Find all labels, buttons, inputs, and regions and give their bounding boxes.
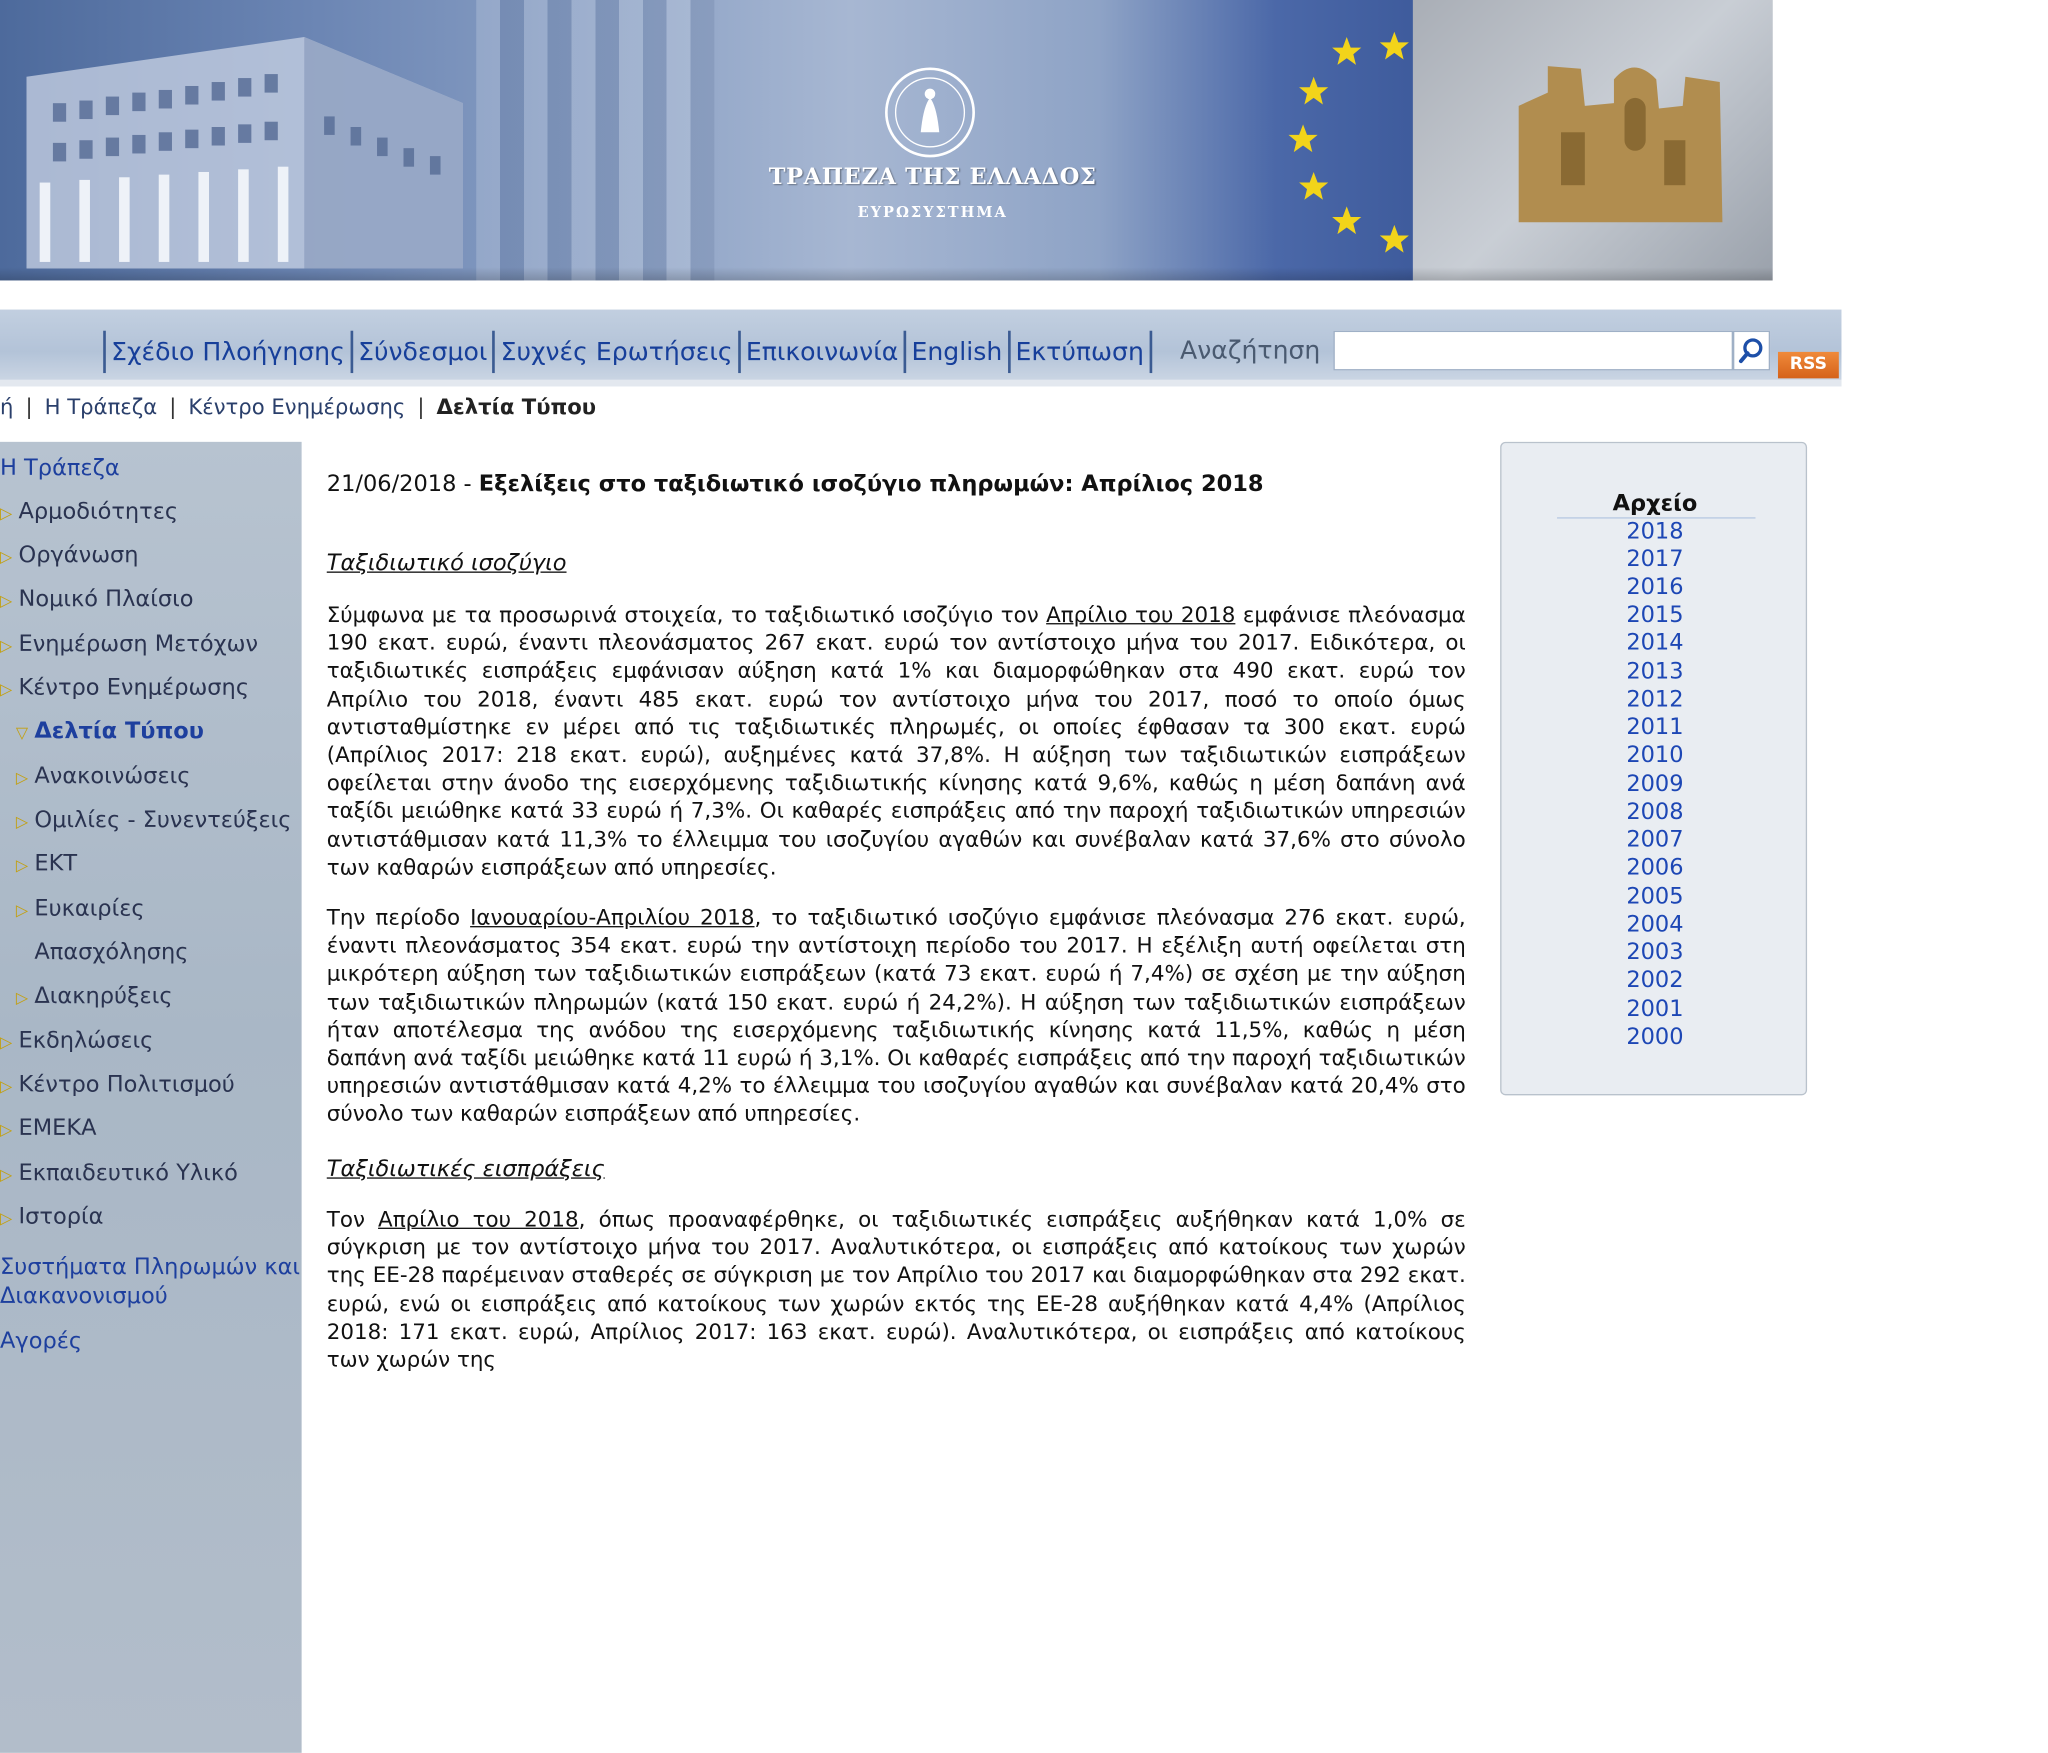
breadcrumb (0, 394, 596, 419)
triangle-right-icon: ▷ (0, 1209, 13, 1228)
archive-year-link[interactable]: 2013 (1626, 658, 1684, 686)
sidebar-item-label: Ομιλίες - Συνεντεύξεις (34, 806, 292, 834)
triangle-right-icon: ▷ (0, 504, 13, 523)
sidebar-item-markets[interactable]: Αγορές (0, 1328, 83, 1355)
sidebar-item-payment-systems-cont[interactable]: Διακανονισμού (0, 1283, 168, 1310)
nav-separator (1149, 331, 1152, 373)
archive-year-link[interactable]: 2005 (1626, 883, 1684, 911)
sidebar-item-label: Κέντρο Πολιτισμού (18, 1071, 235, 1099)
paragraph-text: , το ταξιδιωτικό ισοζύγιο εμφάνισε πλεόνασμα 276 εκατ. ευρώ, έναντι πλεονάσματος 354 εκατ. ευρώ την αντίστοιχη περίοδο του 2017. Η εξέλιξη αυτή οφείλεται στη μικρότερη αύξηση των ταξιδιωτικών εισπράξεων (κατά 73 εκατ. ευρώ ή 7,4%) σε σχέση με την αύξηση των ταξιδιωτικών πληρωμών (κατά 150 εκατ. ευρώ ή 24,2%). Η αύξηση των ταξιδιωτικών εισπράξεων ήταν αποτέλεσμα της ανόδου της εισερχόμενης ταξιδιωτικής κίνησης κατά 11,5%, καθώς η μέση δαπάνη ανά ταξίδι μειώθηκε κατά 11 ευρώ ή 3,1%. Οι καθαρές εισπράξεις από την παροχή ταξιδιωτικών υπηρεσιών αντιστάθμισαν κατά 4,2% το έλλειμμα του ισοζυγίου αγαθών και συνέβαλαν κατά 20,4% στο σύνολο των καθαρών εισπράξεων από υπηρεσίες. (326, 904, 1466, 1127)
sidebar-item-job-opportunities-cont[interactable]: Απασχόλησης (34, 939, 189, 966)
nav-link-faq[interactable]: Συχνές Ερωτήσεις (500, 337, 733, 367)
archive-year-link[interactable]: 2011 (1626, 714, 1684, 741)
archive-box (1500, 442, 1807, 1096)
triangle-right-icon: ▷ (0, 636, 13, 655)
archive-year-link[interactable]: 2000 (1626, 1023, 1684, 1051)
paragraph-text: εμφάνισε πλεόνασμα 190 εκατ. ευρώ, έναντι πλεονάσματος 267 εκατ. ευρώ τον αντίστοιχο μήνα του 2017. Ειδικότερα, οι ταξιδιωτικές εισπράξεις εμφάνισαν αύξηση κατά 1% και διαμορφώθηκαν στα 490 εκατ. ευρώ τον Απρίλιο του 2018, έναντι 485 εκατ. ευρώ τον αντίστοιχο μήνα του 2017, ποσό το οποίο όμως αντισταθμίστηκε εν μέρει από τις ταξιδιωτικές πληρωμές, οι οποίες έφθασαν τα 300 εκατ. ευρώ (Απρίλιος 2017: 218 εκατ. ευρώ), αυξημένες κατά 37,8%. Η αύξηση των ταξιδιωτικών εισπράξεων οφείλεται στην άνοδο της εισερχόμενης ταξιδιωτικής κίνησης κατά 9,6%, καθώς η μέση δαπάνη ανά ταξίδι μειώθηκε κατά 33 ευρώ ή 7,3%. Οι καθαρές εισπράξεις από την παροχή ταξιδιωτικών υπηρεσιών αντιστάθμισαν κατά 11,3% το έλλειμμα του ισοζυγίου αγαθών και συνέβαλαν κατά 37,6% στο σύνολο των καθαρών εισπράξεων από υπηρεσίες. (326, 601, 1466, 880)
search-icon (1734, 332, 1768, 369)
sidebar-item-emeka[interactable] (0, 1115, 96, 1141)
breadcrumb-separator: | (417, 394, 425, 420)
sidebar-item-job-opportunities[interactable] (16, 896, 145, 922)
sidebar-item-responsibilities[interactable] (0, 499, 178, 525)
search-input[interactable] (1333, 331, 1733, 371)
bank-building-image (26, 24, 463, 269)
triangle-right-icon: ▷ (0, 679, 13, 699)
breadcrumb-link-bank[interactable]: Η Τράπεζα (44, 394, 158, 420)
triangle-right-icon: ▷ (0, 591, 13, 610)
sidebar-item-culture-center[interactable] (0, 1072, 235, 1098)
archive-year-link[interactable]: 2010 (1626, 742, 1684, 769)
search-label: Αναζήτηση (1180, 336, 1321, 366)
archive-year-link[interactable]: 2018 (1626, 518, 1684, 546)
archive-year-link[interactable]: 2015 (1626, 601, 1684, 629)
breadcrumb-link-press-center[interactable]: Κέντρο Ενημέρωσης (188, 394, 406, 420)
sidebar-item-label: Εκπαιδευτικό Υλικό (18, 1160, 238, 1187)
triangle-right-icon: ▷ (0, 547, 13, 567)
triangle-down-icon: ▽ (15, 723, 29, 743)
sidebar-item-educational-material[interactable] (0, 1160, 238, 1186)
paragraph-3 (327, 1205, 1466, 1373)
bank-name: ΤΡΑΠΕΖΑ ΤΗΣ ΕΛΛΑΔΟΣ (768, 164, 1097, 191)
section-title-travel-balance: Ταξιδιωτικό ισοζύγιο (326, 550, 567, 577)
sidebar-item-label: ΕΜΕΚΑ (18, 1115, 97, 1142)
rss-button[interactable]: RSS (1778, 352, 1839, 378)
sidebar-item-the-bank[interactable]: Η Τράπεζα (0, 455, 120, 482)
column-texture (476, 0, 714, 280)
triangle-right-icon: ▷ (15, 768, 29, 788)
sidebar-item-label: Ανακοινώσεις (34, 763, 191, 790)
paragraph-2 (327, 904, 1466, 1128)
top-navigation-bar (0, 310, 1841, 387)
sidebar-item-speeches[interactable] (16, 807, 292, 833)
breadcrumb-separator: | (169, 394, 177, 420)
press-release-date: 21/06/2018 (326, 470, 457, 498)
press-release-headline (327, 471, 1466, 497)
nav-link-contact[interactable]: Επικοινωνία (745, 337, 899, 367)
paragraph-text: Την περίοδο (326, 904, 471, 930)
section-title-travel-receipts: Ταξιδιωτικές εισπράξεις (326, 1156, 605, 1183)
archive-year-link[interactable]: 2017 (1626, 546, 1684, 573)
archive-year-link[interactable]: 2016 (1626, 574, 1684, 601)
sidebar-item-label: Ενημέρωση Μετόχων (18, 631, 259, 658)
paragraph-text: , όπως προαναφέρθηκε, οι ταξιδιωτικές εισπράξεις αυξήθηκαν κατά 1,0% σε σύγκριση με τον αντίστοιχο μήνα του 2017. Αναλυτικότερα, οι εισπράξεις από κατοίκους των χωρών της ΕΕ-28 παρέμειναν σταθερές σε σύγκριση με τον Απρίλιο του 2017 και διαμορφώθηκαν στα 292 εκατ. ευρώ, ενώ οι εισπράξεις από κατοίκους των χωρών εκτός της ΕΕ-28 αυξήθηκαν κατά 4,4% (Απρίλιος 2018: 171 εκατ. ευρώ, Απρίλιος 2017: 163 εκατ. ευρώ). Αναλυτικότερα, οι εισπράξεις από κατοίκους των χωρών της (326, 1206, 1466, 1372)
site-banner (0, 0, 1773, 280)
sidebar-item-payment-systems[interactable]: Συστήματα Πληρωμών και (0, 1254, 301, 1281)
sidebar-item-label: Ιστορία (18, 1203, 104, 1231)
nav-link-sitemap[interactable]: Σχέδιο Πλοήγησης (111, 337, 345, 367)
sidebar-item-tenders[interactable] (16, 983, 173, 1009)
breadcrumb-separator: | (25, 394, 33, 420)
sidebar-item-label: ΕΚΤ (34, 850, 78, 878)
sidebar-item-history[interactable] (0, 1204, 103, 1230)
archive-year-link[interactable]: 2002 (1626, 967, 1684, 994)
archive-year-link[interactable]: 2007 (1626, 826, 1684, 854)
bank-subtitle: ΕΥΡΩΣΥΣΤΗΜΑ (857, 203, 1008, 221)
bank-emblem-logo (884, 66, 977, 159)
sidebar-item-label: Δελτία Τύπου (34, 718, 204, 745)
archive-year-link[interactable]: 2008 (1626, 799, 1684, 826)
sidebar-item-legal-framework[interactable] (0, 586, 193, 612)
archive-year-link[interactable]: 2001 (1626, 996, 1684, 1023)
nav-link-links[interactable]: Σύνδεσμοι (358, 337, 488, 367)
sidebar-item-ecb[interactable] (16, 851, 77, 877)
sidebar-item-label: Εκδηλώσεις (18, 1027, 154, 1055)
sidebar-item-announcements[interactable] (16, 763, 191, 789)
archive-year-link[interactable]: 2003 (1626, 939, 1684, 966)
sidebar-item-organization[interactable] (0, 542, 139, 568)
breadcrumb-truncated[interactable]: ή (0, 394, 14, 420)
ruin-sculpture-image (1508, 53, 1733, 225)
banner-shadow (0, 267, 1773, 280)
paragraph-1 (327, 601, 1466, 881)
triangle-right-icon: ▷ (0, 1033, 13, 1052)
nav-links (103, 331, 1152, 373)
sidebar (0, 442, 302, 1753)
sidebar-item-label: Αρμοδιότητες (18, 498, 179, 526)
sidebar-item-label: Διακηρύξεις (34, 982, 173, 1010)
archive-year-link[interactable]: 2009 (1626, 771, 1684, 798)
archive-year-link[interactable]: 2004 (1626, 911, 1684, 938)
paragraph-text: Σύμφωνα με τα προσωρινά στοιχεία, το ταξιδιωτικό ισοζύγιο τον (326, 601, 1047, 628)
breadcrumb-current: Δελτία Τύπου (436, 394, 597, 420)
press-release-title: Εξελίξεις στο ταξιδιωτικό ισοζύγιο πληρωμών: Απρίλιος 2018 (478, 470, 1264, 498)
sidebar-item-label: Οργάνωση (18, 542, 139, 569)
triangle-right-icon: ▷ (15, 812, 29, 831)
archive-year-link[interactable]: 2012 (1626, 686, 1684, 714)
triangle-right-icon: ▷ (0, 1120, 13, 1140)
link-april-2018[interactable]: Απρίλιο του 2018 (1046, 601, 1236, 628)
nav-link-print[interactable]: Εκτύπωση (1015, 337, 1144, 367)
archive-title: Αρχείο (1612, 490, 1698, 518)
triangle-right-icon: ▷ (15, 855, 29, 875)
nav-link-english[interactable]: English (911, 337, 1003, 367)
main-content (326, 470, 1466, 1372)
link-april-2018-b[interactable]: Απρίλιο του 2018 (378, 1206, 579, 1232)
archive-year-link[interactable]: 2014 (1626, 629, 1684, 657)
paragraph-text: Τον (326, 1206, 379, 1232)
triangle-right-icon: ▷ (0, 1165, 13, 1184)
archive-year-link[interactable]: 2006 (1626, 854, 1684, 882)
sidebar-item-press-releases[interactable] (16, 718, 204, 744)
sidebar-item-press-center[interactable] (0, 675, 249, 701)
sidebar-item-label: Νομικό Πλαίσιο (18, 586, 194, 613)
headline-dash: - (456, 470, 479, 498)
sidebar-item-events[interactable] (0, 1028, 153, 1054)
nav-underline (0, 380, 1841, 387)
sidebar-item-label: Κέντρο Ενημέρωσης (18, 674, 250, 702)
triangle-right-icon: ▷ (15, 900, 29, 920)
sidebar-item-shareholders[interactable] (0, 631, 258, 657)
search-button[interactable] (1733, 331, 1770, 371)
triangle-right-icon: ▷ (0, 1076, 13, 1096)
link-jan-apr-2018[interactable]: Ιανουαρίου-Απριλίου 2018 (470, 904, 755, 930)
triangle-right-icon: ▷ (15, 988, 29, 1007)
sidebar-item-label: Ευκαιρίες (34, 895, 145, 923)
